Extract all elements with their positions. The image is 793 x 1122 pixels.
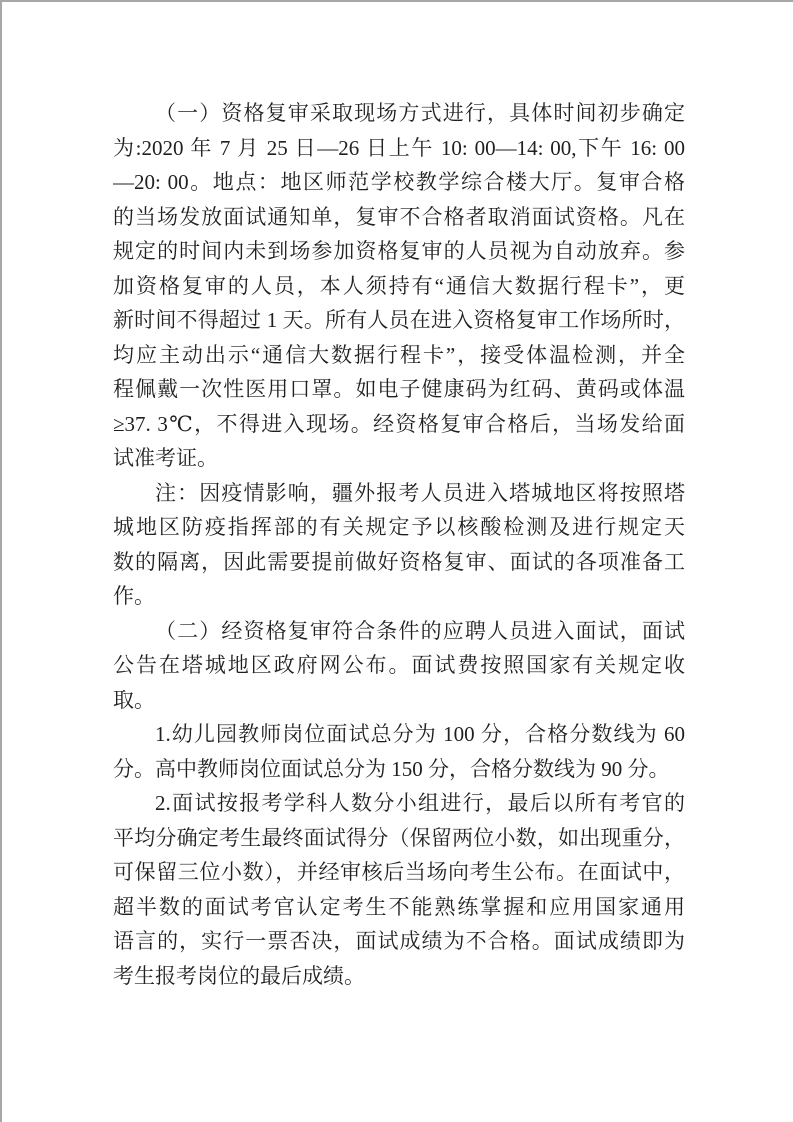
text-line: 注：因疫情影响，疆外报考人员进入塔城地区将按照塔 — [155, 480, 685, 505]
paragraph-item-1-interview-scores — [113, 717, 685, 786]
text-line: 加资格复审的人员，本人须持有“通信大数据行程卡”，更 — [113, 273, 685, 298]
text-line: 2.面试按报考学科人数分小组进行，最后以所有考官的 — [155, 791, 685, 815]
text-line: 试准考证。 — [113, 446, 218, 470]
text-line: 数的隔离，因此需要提前做好资格复审、面试的各项准备工 — [113, 549, 685, 574]
paragraph-section-1-qualification-review — [113, 96, 685, 476]
text-line: 城地区防疫指挥部的有关规定予以核酸检测及进行规定天 — [113, 515, 685, 539]
scan-edge-left — [0, 0, 2, 1122]
paragraph-section-2-interview — [113, 614, 685, 718]
text-line: 公告在塔城地区政府网公布。面试费按照国家有关规定收 — [113, 653, 685, 677]
text-line: 规定的时间内未到场参加资格复审的人员视为自动放弃。参 — [113, 239, 685, 263]
text-line: （一）资格复审采取现场方式进行，具体时间初步确定 — [155, 101, 685, 125]
text-line: 作。 — [113, 584, 155, 608]
text-line: ≥37. 3℃，不得进入现场。经资格复审合格后，当场发给面 — [113, 411, 685, 436]
text-line: —20: 00。地点：地区师范学校教学综合楼大厅。复审合格 — [113, 170, 685, 194]
text-line: 平均分确定考生最终面试得分（保留两位小数，如出现重分， — [113, 825, 685, 850]
text-line: 分。高中教师岗位面试总分为 150 分，合格分数线为 90 分。 — [113, 756, 670, 781]
text-line: 取。 — [113, 687, 155, 712]
text-line: 为:2020 年 7 月 25 日—26 日上午 10: 00—14: 00,下午 16: 00 — [113, 135, 685, 160]
paragraph-item-2-interview-grouping — [113, 786, 685, 993]
text-line: 语言的，实行一票否决，面试成绩为不合格。面试成绩即为 — [113, 929, 685, 953]
text-line: 新时间不得超过 1 天。所有人员在进入资格复审工作场所时， — [113, 308, 685, 332]
text-line: 均应主动出示“通信大数据行程卡”，接受体温检测，并全 — [113, 342, 685, 367]
scan-edge-top — [0, 0, 793, 2]
paragraph-note-epidemic — [113, 476, 685, 614]
text-line: 可保留三位小数），并经审核后当场向考生公布。在面试中， — [113, 860, 685, 884]
document-body — [113, 96, 685, 993]
text-line: 考生报考岗位的最后成绩。 — [113, 963, 365, 988]
text-line: （二）经资格复审符合条件的应聘人员进入面试，面试 — [155, 618, 685, 643]
text-line: 超半数的面试考官认定考生不能熟练掌握和应用国家通用 — [113, 894, 685, 919]
text-line: 的当场发放面试通知单，复审不合格者取消面试资格。凡在 — [113, 204, 685, 229]
text-line: 1.幼儿园教师岗位面试总分为 100 分，合格分数线为 60 — [155, 722, 685, 746]
text-line: 程佩戴一次性医用口罩。如电子健康码为红码、黄码或体温 — [113, 377, 685, 401]
